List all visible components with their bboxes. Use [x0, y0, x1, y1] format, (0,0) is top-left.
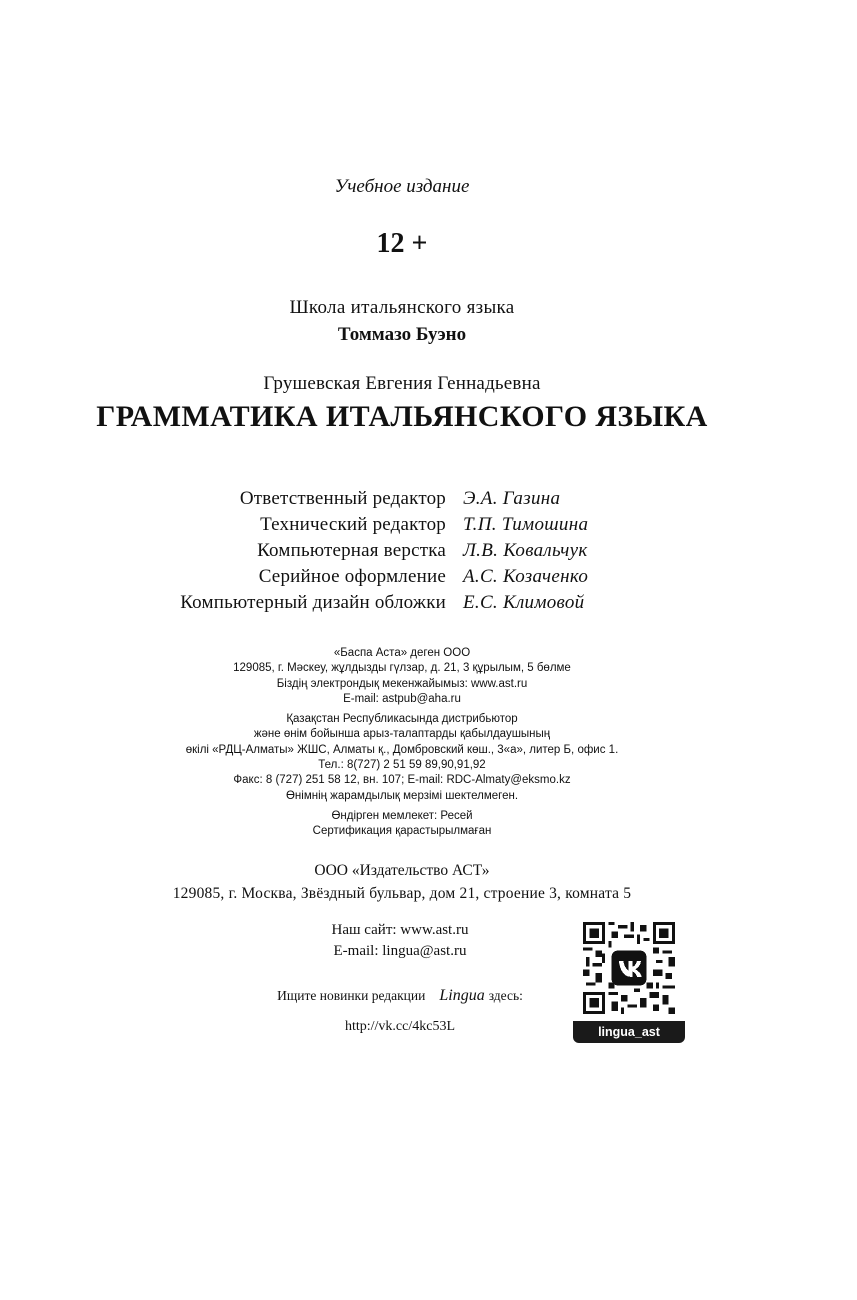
credit-role: Серийное оформление [258, 566, 446, 587]
credit-row [0, 592, 857, 618]
credit-role: Ответственный редактор [239, 488, 446, 509]
credit-name: Т.П. Тимошина [463, 514, 589, 535]
credit-role: Технический редактор [260, 514, 446, 535]
credit-name: Л.В. Ковальчук [463, 540, 588, 561]
kz-distributor-group [0, 712, 804, 804]
info-line: Өндірген мемлекет: Ресей [331, 809, 473, 822]
info-line: және өнім бойынша арыз-талаптарды қабылдаушының [253, 728, 551, 741]
series-author: Томмазо Буэно [337, 324, 467, 345]
news-suffix: здесь: [488, 988, 523, 1003]
vk-link: http://vk.cc/4kc53L [344, 1019, 456, 1034]
lingua-logo [429, 987, 484, 1005]
credit-row [0, 514, 857, 540]
info-line: Сертификация қарастырылмаған [312, 825, 492, 838]
credit-role: Компьютерный дизайн обложки [180, 592, 446, 613]
kz-origin-group [0, 809, 804, 840]
credit-name: Е.С. Климовой [463, 592, 585, 613]
credits-list [0, 488, 857, 618]
news-prefix: Ищите новинки редакции [277, 988, 426, 1003]
kz-publisher-group [0, 646, 804, 707]
lingua-logo-text: Lingua [439, 987, 485, 1004]
info-line: өкілі «РДЦ-Алматы» ЖШС, Алматы қ., Домбровский көш., 3«а», литер Б, офис 1. [185, 743, 619, 756]
credit-role: Компьютерная верстка [257, 540, 446, 561]
edition-type: Учебное издание [334, 176, 470, 197]
credit-name: А.С. Козаченко [463, 566, 589, 587]
qr-code-icon [583, 922, 675, 1014]
age-rating: 12 + [376, 228, 428, 259]
book-author: Грушевская Евгения Геннадьевна [263, 373, 541, 394]
series-name: Школа итальянского языка [289, 297, 515, 318]
email-line: E-mail: lingua@ast.ru [333, 943, 467, 959]
credit-row [0, 566, 857, 592]
kazakh-legal-info [0, 646, 804, 845]
info-line: «Баспа Аста» деген ООО [333, 647, 471, 659]
info-line: Факс: 8 (727) 251 58 12, вн. 107; E-mail: RDC-Almaty@eksmo.kz [233, 774, 571, 787]
credit-row [0, 540, 857, 566]
publisher-address: 129085, г. Москва, Звёздный бульвар, дом 21, строение 3, комната 5 [172, 885, 632, 902]
info-line: E-mail: astpub@aha.ru [343, 692, 461, 705]
credit-row [0, 488, 857, 514]
info-line: Біздің электрондық мекенжайымыз: www.ast.ru [276, 677, 528, 690]
info-line: Қазақстан Республикасында дистрибьютор [286, 713, 518, 726]
info-line: Тел.: 8(727) 2 51 59 89,90,91,92 [318, 759, 486, 772]
info-line: Өнімнің жарамдылық мерзімі шектелмеген. [285, 789, 519, 802]
qr-label: lingua_ast [573, 1021, 685, 1043]
info-line: 129085, г. Мәскеу, жұлдызды гүлзар, д. 21, 3 құрылым, 5 бөлме [233, 662, 571, 675]
credit-name: Э.А. Газина [463, 488, 561, 509]
publisher-name: ООО «Издательство АСТ» [314, 862, 490, 879]
news-line [230, 987, 570, 1005]
book-title: ГРАММАТИКА ИТАЛЬЯНСКОГО ЯЗЫКА [96, 400, 708, 433]
website-line: Наш сайт: www.ast.ru [331, 922, 469, 938]
